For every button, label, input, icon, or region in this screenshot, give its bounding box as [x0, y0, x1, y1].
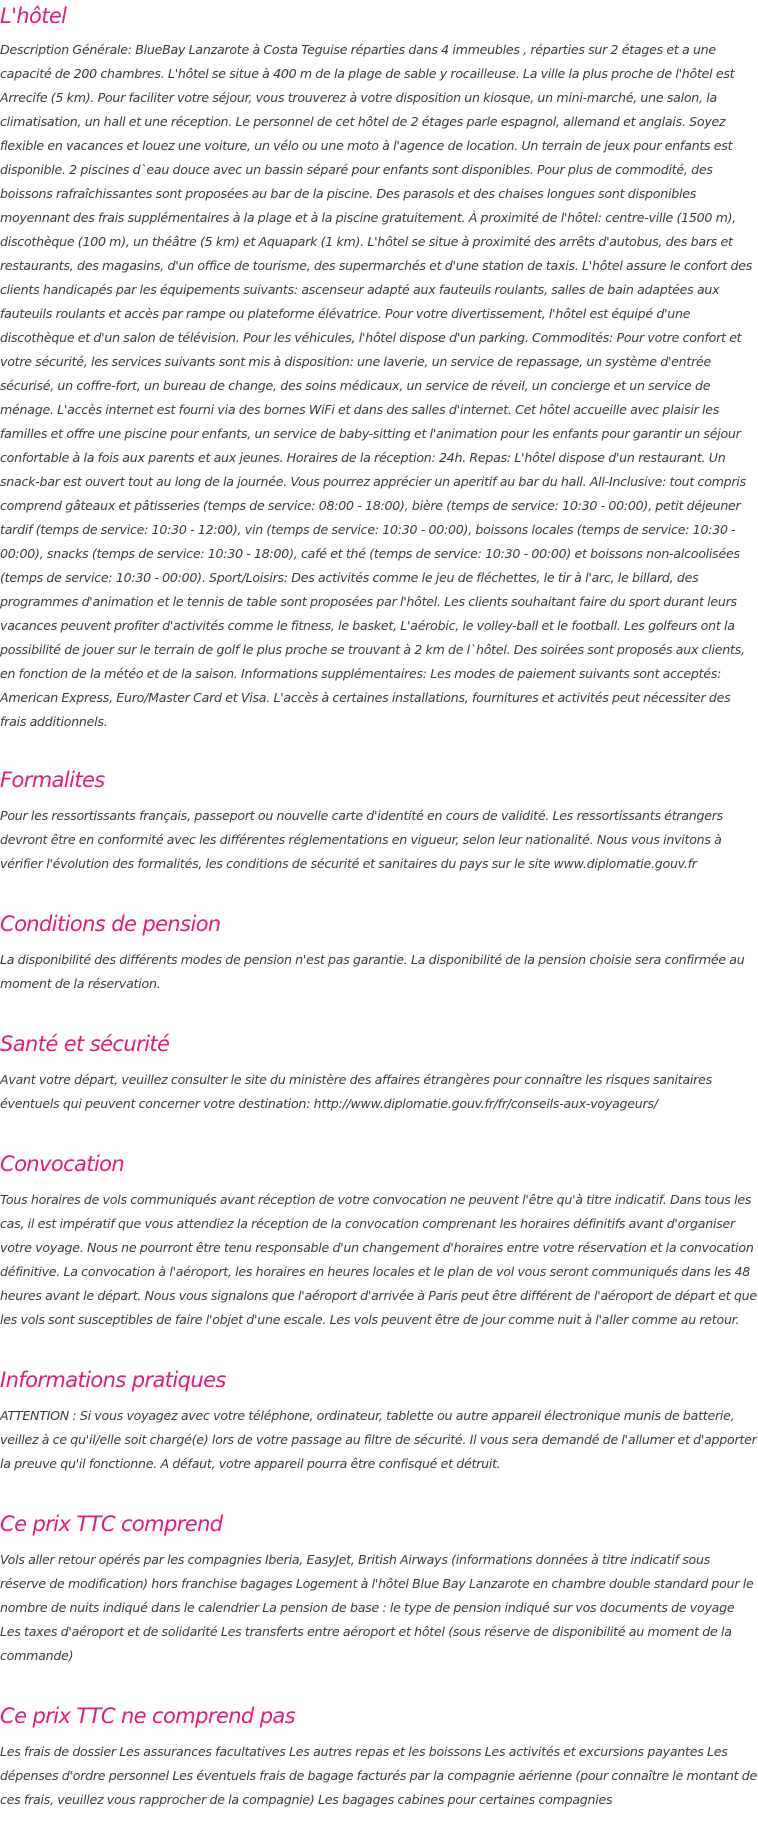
section-title-hotel: L'hôtel	[0, 4, 67, 28]
section-convocation	[0, 1150, 758, 1332]
section-title-formalites: Formalites	[0, 768, 105, 792]
section-body-hotel: Description Générale: BlueBay Lanzarote à Costa Teguise réparties dans 4 immeubles , réparties sur 2 étages et a une capacité de 200 chambres. L'hôtel se situe à 400 m de la plage de sable y rocailleuse. La ville la plus proche de l'hôtel est Arrecife (5 km). Pour faciliter votre séjour, vous trouverez à votre disposition un kiosque, un mini-marché, une salon, la climatisation, un hall et une réception. Le personnel de cet hôtel de 2 étages parle espagnol, allemand et anglais. Soyez flexible en vacances et louez une voiture, un vélo ou une moto à l'agence de location. Un terrain de jeux pour enfants est disponible. 2 piscines d`eau douce avec un bassin séparé pour enfants sont disponibles. Pour plus de commodité, des boissons rafraîchissantes sont proposées au bar de la piscine. Des parasols et des chaises longues sont disponibles moyennant des frais supplémentaires à la plage et à la piscine gratuitement. À proximité de l'hôtel: centre-ville (1500 m), discothèque (100 m), un théâtre (5 km) et Aquapark (1 km). L'hôtel se situe à proximité des arrêts d'autobus, des bars et restaurants, des magasins, d'un office de tourisme, des supermarchés et d'une station de taxis. L'hôtel assure le confort des clients handicapés par les équipements suivants: ascenseur adapté aux fauteuils roulants, salles de bain adaptées aux fauteuils roulants et accès par rampe ou plateforme élévatrice. Pour votre divertissement, l'hôtel est équipé d'une discothèque et d'un salon de télévision. Pour les véhicules, l'hôtel dispose d'un parking. Commodités: Pour votre confort et votre sécurité, les services suivants sont mis à disposition: une laverie, un service de repassage, un système d'entrée sécurisé, un coffre-fort, un bureau de change, des soins médicaux, un service de réveil, un concierge et un service de ménage. L'accès internet est fourni via des bornes WiFi et dans des salles d'internet. Cet hôtel accueille avec plaisir les familles et offre une piscine pour enfants, un service de baby-sitting et l'animation pour les enfants pour garantir un séjour confortable à la fois aux parents et aux jeunes. Horaires de la réception: 24h. Repas: L'hôtel dispose d'un restaurant. Un snack-bar est ouvert tout au long de la journée. Vous pourrez apprécier un aperitif au bar du hall. All-Inclusive: tout compris comprend gâteaux et pâtisseries (temps de service: 08:00 - 18:00), bière (temps de service: 10:30 - 00:00), petit déjeuner tardif (temps de service: 10:30 - 12:00), vin (temps de service: 10:30 - 00:00), boissons locales (temps de service: 10:30 - 00:00), snacks (temps de service: 10:30 - 18:00), café et thé (temps de service: 10:30 - 00:00) et boissons non-alcoolisées (temps de service: 10:30 - 00:00). Sport/Loisirs: Des activités comme le jeu de fléchettes, le tir à l'arc, le billard, des programmes d'animation et le tennis de table sont proposées par l'hôtel. Les clients souhaitant faire du sport durant leurs vacances peuvent profiter d'activités comme le fitness, le basket, L'aérobic, le volley-ball et le football. Les golfeurs ont la possibilité de jouer sur le terrain de golf le plus proche se trouvant à 2 km de l`hôtel. Des soirées sont proposés aux clients, en fonction de la météo et de la saison. Informations supplémentaires: Les modes de paiement suivants sont acceptés: American Express, Euro/Master Card et Visa. L'accès à certaines installations, fournitures et activités peut nécessiter des frais additionnels.	[0, 42, 753, 729]
section-prix-ne-comprend	[0, 1702, 758, 1812]
section-body-prix-ne-comprend: Les frais de dossier Les assurances facultatives Les autres repas et les boissons Les activités et excursions payantes Les dépenses d'ordre personnel Les éventuels frais de bagage facturés par la compagnie aérienne (pour connaître le montant de ces frais, veuillez vous rapprocher de la compagnie) Les bagages cabines pour certaines compagnies	[0, 1744, 757, 1807]
section-hotel	[0, 0, 758, 734]
section-body-conditions-pension: La disponibilité des différents modes de pension n'est pas garantie. La disponibilité de la pension choisie sera confirmée au moment de la réservation.	[0, 952, 745, 991]
section-body-informations-pratiques: ATTENTION : Si vous voyagez avec votre téléphone, ordinateur, tablette ou autre appareil électronique munis de batterie, veillez à ce qu'il/elle soit chargé(e) lors de votre passage au filtre de sécurité. Il vous sera demandé de l'allumer et d'apporter la preuve qu'il fonctionne. A défaut, votre appareil pourra être confisqué et détruit.	[0, 1408, 757, 1471]
section-conditions-pension	[0, 910, 758, 996]
section-prix-comprend	[0, 1510, 758, 1668]
section-body-convocation: Tous horaires de vols communiqués avant réception de votre convocation ne peuvent l'être qu'à titre indicatif. Dans tous les cas, il est impératif que vous attendiez la réception de la convocation comprenant les horaires définitifs avant d'organiser votre voyage. Nous ne pourront être tenu responsable d'un changement d'horaires entre votre réservation et la convocation définitive. La convocation à l'aéroport, les horaires en heures locales et le plan de vol vous seront communiqués dans les 48 heures avant le départ. Nous vous signalons que l'aéroport d'arrivée à Paris peut être différent de l'aéroport de départ et que les vols sont susceptibles de faire l'objet d'une escale. Les vols peuvent être de jour comme nuit à l'aller comme au retour.	[0, 1192, 757, 1327]
section-title-convocation: Convocation	[0, 1152, 125, 1176]
section-informations-pratiques	[0, 1366, 758, 1476]
section-title-conditions-pension: Conditions de pension	[0, 912, 221, 936]
section-title-informations-pratiques: Informations pratiques	[0, 1368, 226, 1392]
section-title-prix-comprend: Ce prix TTC comprend	[0, 1512, 223, 1536]
section-body-formalites: Pour les ressortissants français, passeport ou nouvelle carte d'identité en cours de validité. Les ressortissants étrangers devront être en conformité avec les différentes réglementations en vigueur, selon leur nationalité. Nous vous invitons à vérifier l'évolution des formalités, les conditions de sécurité et sanitaires du pays sur le site www.diplomatie.gouv.fr	[0, 808, 724, 871]
section-formalites	[0, 766, 758, 876]
section-body-prix-comprend: Vols aller retour opérés par les compagnies Iberia, EasyJet, British Airways (informations données à titre indicatif sous réserve de modification) hors franchise bagages Logement à l'hôtel Blue Bay Lanzarote en chambre double standard pour le nombre de nuits indiqué dans le calendrier La pension de base : le type de pension indiqué sur vos documents de voyage Les taxes d'aéroport et de solidarité Les transferts entre aéroport et hôtel (sous réserve de disponibilité au moment de la commande)	[0, 1552, 754, 1663]
section-title-sante-securite: Santé et sécurité	[0, 1032, 170, 1056]
section-title-prix-ne-comprend: Ce prix TTC ne comprend pas	[0, 1704, 296, 1728]
section-body-sante-securite: Avant votre départ, veuillez consulter le site du ministère des affaires étrangères pour connaître les risques sanitaires éventuels qui peuvent concerner votre destination: http://www.diplomatie.gouv.fr/fr/conseils-aux-voyageurs/	[0, 1072, 712, 1111]
section-sante-securite	[0, 1030, 758, 1116]
